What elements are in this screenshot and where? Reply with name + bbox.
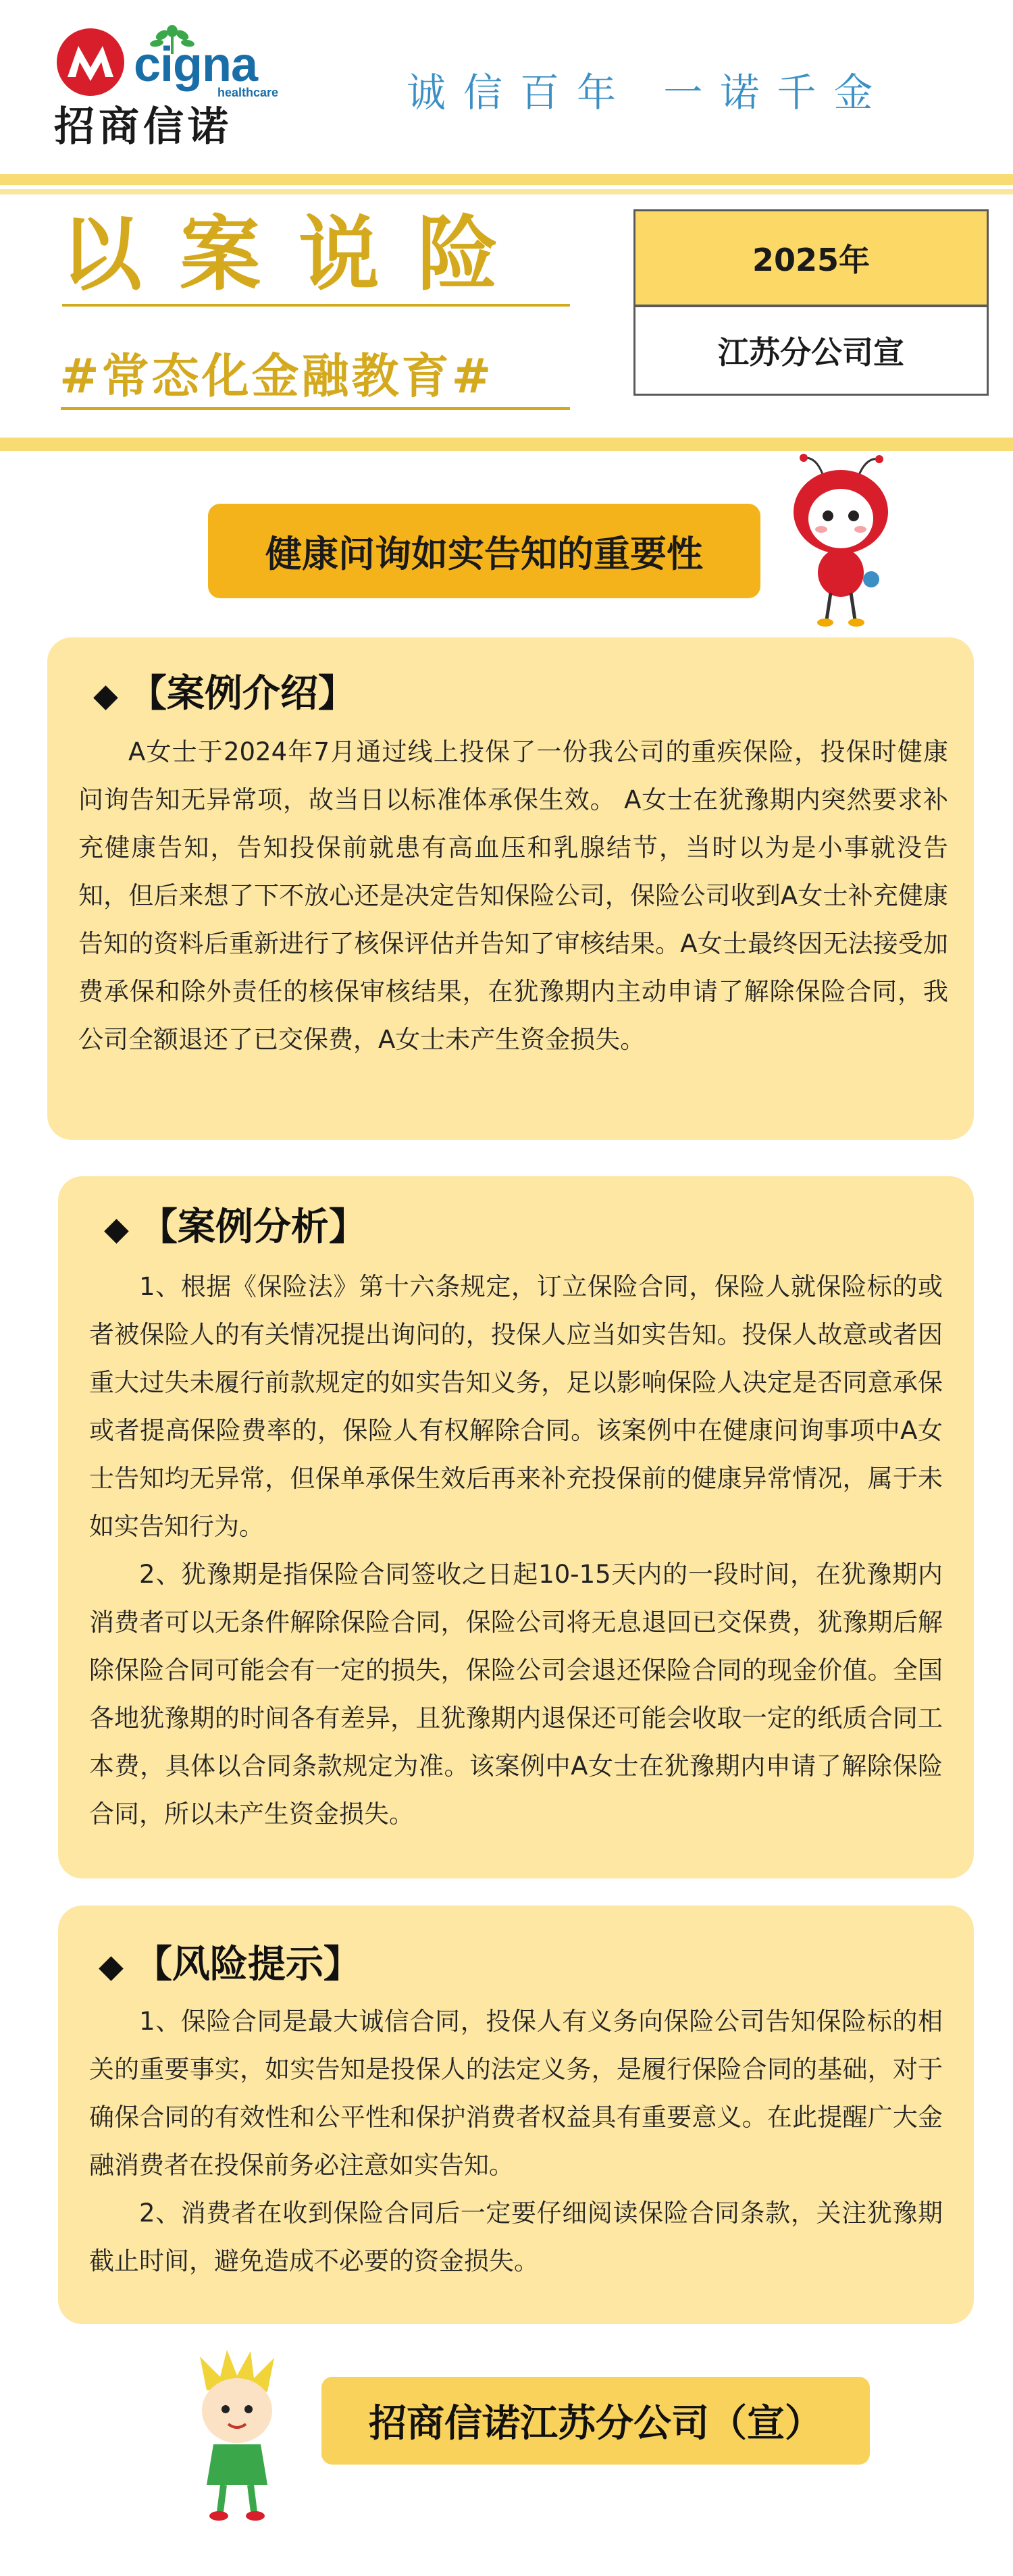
case-analysis-paragraph-1: 1、根据《保险法》第十六条规定，订立保险合同，保险人就保险标的或者被保险人的有关情况提出询问的，投保人应当如实告知。投保人故意或者因重大过失未履行前款规定的如实告知义务，足以影响保险人决定是否同意承保或者提高保险费率的，保险人有权解除合同。该案例中在健康问询事项中A女士告知均无异常，但保单承保生效后再来补充投保前的健康异常情况，属于未如实告知行为。 bbox=[89, 1272, 943, 1541]
cigna-healthcare-wordmark: healthcare bbox=[217, 86, 279, 99]
ant-mascot-icon bbox=[777, 451, 905, 633]
risk-warning-card bbox=[58, 1905, 974, 2324]
risk-warning-heading bbox=[99, 1943, 361, 1987]
title-underline bbox=[62, 304, 570, 307]
cigna-wordmark: cigna bbox=[134, 38, 258, 92]
cmb-logo-icon bbox=[55, 27, 126, 97]
case-analysis-heading bbox=[104, 1205, 367, 1249]
case-intro-paragraph: A女士于2024年7月通过线上投保了一份我公司的重疾保险，投保时健康问询告知无异常项，故当日以标准体承保生效。 A女士在犹豫期内突然要求补充健康告知，告知投保前就患有高血压和乳腺结节，当时以为是小事就没告知，但后来想了下不放心还是决定告知保险公司，保险公司收到A女士补充健康告知的资料后重新进行了核保评估并告知了审核结果。A女士最终因无法接受加费承保和除外责任的核保审核结果，在犹豫期内主动申请了解除保险合同，我公司全额退还了已交保费，A女士未产生资金损失。 bbox=[78, 737, 948, 1054]
sprite-mascot-icon bbox=[186, 2350, 288, 2525]
diamond-bullet-icon: ◆ bbox=[104, 1210, 129, 1248]
hashtag-title: #常态化金融教育# bbox=[59, 348, 494, 404]
diamond-bullet-icon: ◆ bbox=[93, 677, 118, 714]
case-analysis-card bbox=[58, 1176, 974, 1878]
branch-label: 江苏分公司宣 bbox=[633, 305, 989, 396]
header-band-thick bbox=[0, 174, 1013, 185]
topic-title: 健康问询如实告知的重要性 bbox=[208, 504, 760, 598]
footer-branch-label: 招商信诺江苏分公司（宣） bbox=[321, 2377, 870, 2465]
header-band-thin bbox=[0, 189, 1013, 194]
risk-warning-paragraph-2: 2、消费者在收到保险合同后一定要仔细阅读保险合同条款，关注犹豫期截止时间，避免造成不必要的资金损失。 bbox=[89, 2199, 943, 2276]
hashtag-underline bbox=[61, 407, 570, 410]
case-intro-card bbox=[47, 637, 974, 1140]
diamond-bullet-icon: ◆ bbox=[99, 1947, 124, 1985]
case-intro-heading bbox=[93, 672, 356, 716]
case-intro-body bbox=[78, 728, 948, 1063]
year-label: 2025年 bbox=[633, 209, 989, 307]
case-analysis-paragraph-2: 2、犹豫期是指保险合同签收之日起10-15天内的一段时间，在犹豫期内消费者可以无条件解除保险合同，保险公司将无息退回已交保费，犹豫期后解除保险合同可能会有一定的损失，保险公司会退还保险合同的现金价值。全国各地犹豫期的时间各有差异，且犹豫期内退保还可能会收取一定的纸质合同工本费，具体以合同条款规定为准。该案例中A女士在犹豫期内申请了解除保险合同，所以未产生资金损失。 bbox=[89, 1560, 943, 1829]
slogan: 诚信百年 一诺千金 bbox=[407, 70, 891, 115]
risk-warning-heading-text: 【风险提示】 bbox=[134, 1943, 361, 1987]
risk-warning-body bbox=[89, 1997, 943, 2285]
case-intro-heading-text: 【案例介绍】 bbox=[128, 672, 356, 716]
brand-cn-name: 招商信诺 bbox=[54, 103, 232, 151]
case-analysis-heading-text: 【案例分析】 bbox=[139, 1205, 367, 1249]
case-analysis-body bbox=[89, 1263, 943, 1838]
main-title: 以案说险 bbox=[61, 208, 536, 302]
banner-band-bottom bbox=[0, 438, 1013, 451]
risk-warning-paragraph-1: 1、保险合同是最大诚信合同，投保人有义务向保险公司告知保险标的相关的重要事实，如实告知是投保人的法定义务，是履行保险合同的基础，对于确保合同的有效性和公平性和保护消费者权益具有重要意义。在此提醒广大金融消费者在投保前务必注意如实告知。 bbox=[89, 2007, 943, 2180]
